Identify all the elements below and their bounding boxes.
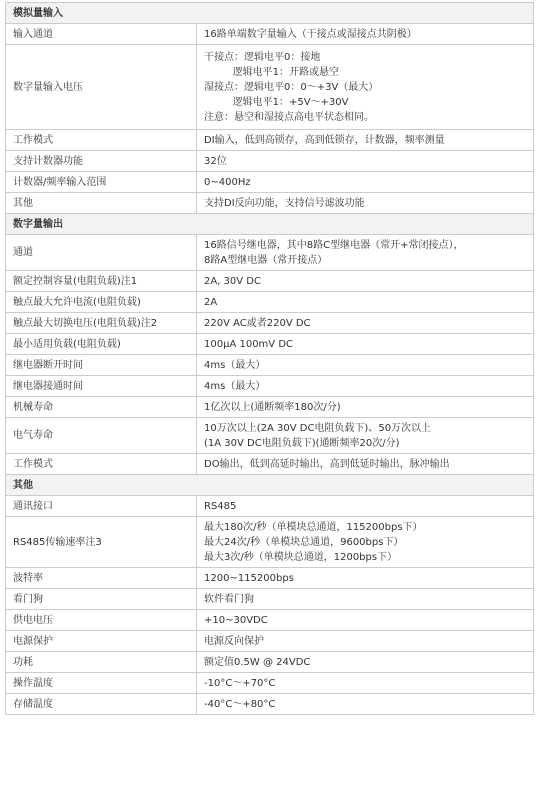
row-value — [197, 652, 534, 673]
section-header — [6, 475, 534, 496]
row-value — [197, 568, 534, 589]
row-label: 供电电压 — [6, 610, 197, 631]
row-value — [197, 45, 534, 130]
row-label: 电气寿命 — [6, 418, 197, 454]
table-row — [6, 24, 534, 45]
value-line: -40°C～+80°C — [204, 698, 276, 710]
row-value — [197, 694, 534, 715]
table-row — [6, 589, 534, 610]
row-label: 输入通道 — [6, 24, 197, 45]
row-label: 计数器/频率输入范围 — [6, 172, 197, 193]
table-row — [6, 376, 534, 397]
value-line: 逻辑电平1：开路或悬空 — [204, 66, 339, 78]
row-value — [197, 631, 534, 652]
row-value — [197, 313, 534, 334]
value-line: 湿接点：逻辑电平0：0～+3V（最大） — [204, 81, 379, 93]
spec-table — [5, 2, 534, 715]
table-row — [6, 694, 534, 715]
row-value — [197, 193, 534, 214]
row-label: 最小适用负载(电阻负载) — [6, 334, 197, 355]
value-line: 逻辑电平1：+5V～+30V — [204, 96, 349, 108]
row-value — [197, 292, 534, 313]
row-value — [197, 397, 534, 418]
value-line: 最大180次/秒（单模块总通道，115200bps下） — [204, 521, 423, 533]
table-row — [6, 334, 534, 355]
row-value — [197, 496, 534, 517]
section-title: 数字量输出 — [6, 214, 534, 235]
table-row — [6, 355, 534, 376]
value-line: 额定值0.5W @ 24VDC — [204, 656, 311, 668]
table-row — [6, 631, 534, 652]
row-label: 存储温度 — [6, 694, 197, 715]
value-line: 1亿次以上(通断频率180次/分) — [204, 401, 341, 413]
value-line: 8路A型继电器（常开接点） — [204, 254, 328, 266]
row-value — [197, 24, 534, 45]
table-row — [6, 568, 534, 589]
section-title: 模拟量输入 — [6, 3, 534, 24]
value-line: 32位 — [204, 155, 227, 167]
table-row — [6, 673, 534, 694]
value-line: 最大3次/秒（单模块总通道，1200bps下） — [204, 551, 398, 563]
value-line: 干接点：逻辑电平0：接地 — [204, 51, 321, 63]
value-line: 注意：悬空和湿接点高电平状态相同。 — [204, 111, 374, 123]
row-label: 电源保护 — [6, 631, 197, 652]
table-row — [6, 454, 534, 475]
row-value — [197, 271, 534, 292]
value-line: (1A 30V DC电阻负载下)(通断频率20次/分) — [204, 437, 400, 449]
row-value — [197, 418, 534, 454]
row-label: 通道 — [6, 235, 197, 271]
section-header — [6, 3, 534, 24]
value-line: 2A, 30V DC — [204, 275, 261, 287]
row-label: 工作模式 — [6, 454, 197, 475]
row-label: 看门狗 — [6, 589, 197, 610]
table-row — [6, 610, 534, 631]
row-label: 机械寿命 — [6, 397, 197, 418]
value-line: 10万次以上(2A 30V DC电阻负载下)、50万次以上 — [204, 422, 432, 434]
value-line: 0~400Hz — [204, 176, 251, 188]
row-value — [197, 376, 534, 397]
value-line: -10°C～+70°C — [204, 677, 276, 689]
row-label: RS485传输速率注3 — [6, 517, 197, 568]
row-value — [197, 130, 534, 151]
row-value — [197, 235, 534, 271]
row-label: 触点最大切换电压(电阻负载)注2 — [6, 313, 197, 334]
value-line: RS485 — [204, 500, 237, 512]
row-label: 操作温度 — [6, 673, 197, 694]
value-line: DO输出，低到高延时输出，高到低延时输出，脉冲输出 — [204, 458, 450, 470]
value-line: 4ms（最大） — [204, 359, 266, 371]
value-line: 100μA 100mV DC — [204, 338, 293, 350]
row-value — [197, 589, 534, 610]
spec-table-body — [6, 3, 534, 715]
table-row — [6, 652, 534, 673]
value-line: 电源反向保护 — [204, 635, 264, 647]
table-row — [6, 292, 534, 313]
table-row — [6, 151, 534, 172]
row-label: 支持计数器功能 — [6, 151, 197, 172]
value-line: 软件看门狗 — [204, 593, 254, 605]
row-value — [197, 334, 534, 355]
row-label: 波特率 — [6, 568, 197, 589]
row-value — [197, 673, 534, 694]
section-title: 其他 — [6, 475, 534, 496]
row-value — [197, 610, 534, 631]
row-label: 其他 — [6, 193, 197, 214]
value-line: 16路单端数字量输入（干接点或湿接点共阴极） — [204, 28, 417, 40]
row-label: 额定控制容量(电阻负载)注1 — [6, 271, 197, 292]
table-row — [6, 172, 534, 193]
row-value — [197, 172, 534, 193]
row-value — [197, 454, 534, 475]
value-line: 1200~115200bps — [204, 572, 294, 584]
row-label: 触点最大允许电流(电阻负载) — [6, 292, 197, 313]
row-label: 继电器接通时间 — [6, 376, 197, 397]
value-line: 220V AC或者220V DC — [204, 317, 311, 329]
row-value — [197, 517, 534, 568]
row-label: 继电器断开时间 — [6, 355, 197, 376]
value-line: 2A — [204, 296, 218, 308]
table-row — [6, 271, 534, 292]
value-line: DI输入，低到高锁存，高到低锁存，计数器，频率测量 — [204, 134, 445, 146]
value-line: 16路信号继电器，其中8路C型继电器（常开+常闭接点）， — [204, 239, 464, 251]
table-row — [6, 517, 534, 568]
value-line: 最大24次/秒（单模块总通道，9600bps下） — [204, 536, 404, 548]
value-line: 4ms（最大） — [204, 380, 266, 392]
table-row — [6, 496, 534, 517]
row-label: 功耗 — [6, 652, 197, 673]
table-row — [6, 418, 534, 454]
value-line: +10~30VDC — [204, 614, 268, 626]
table-row — [6, 235, 534, 271]
table-row — [6, 130, 534, 151]
table-row — [6, 313, 534, 334]
row-label: 数字量输入电压 — [6, 45, 197, 130]
row-value — [197, 151, 534, 172]
row-label: 工作模式 — [6, 130, 197, 151]
table-row — [6, 397, 534, 418]
row-label: 通讯接口 — [6, 496, 197, 517]
value-line: 支持DI反向功能，支持信号滤波功能 — [204, 197, 365, 209]
section-header — [6, 214, 534, 235]
table-row — [6, 193, 534, 214]
row-value — [197, 355, 534, 376]
table-row — [6, 45, 534, 130]
